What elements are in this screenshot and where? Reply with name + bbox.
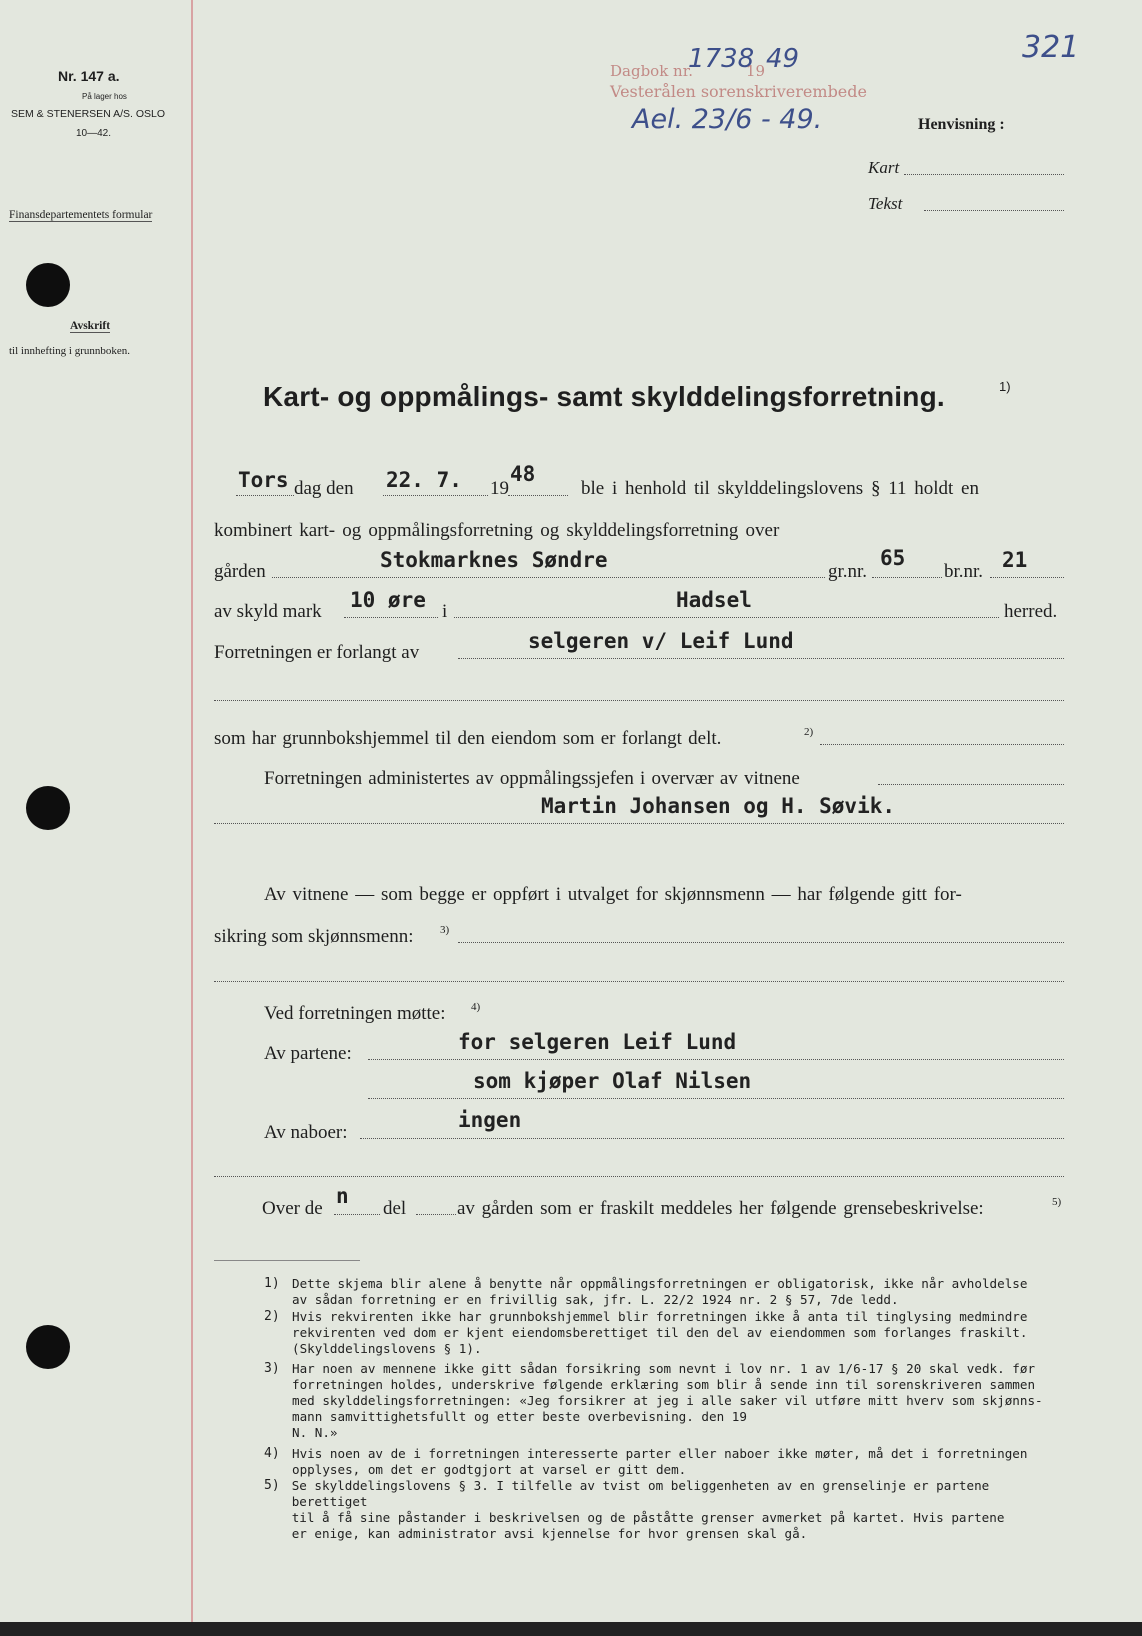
grnr-label: gr.nr.: [828, 561, 868, 582]
requested-label: Forretningen er forlangt av: [214, 642, 420, 663]
dagbok-number: 1738: [688, 44, 755, 74]
footnote-item: [264, 1446, 1064, 1478]
publisher-date: 10—42.: [76, 128, 112, 139]
dagbok-stamp: Dagbok nr.: [610, 62, 694, 80]
boundary-text: av gården som er fraskilt meddeles her følgende grensebeskrivelse:: [457, 1198, 984, 1219]
line1-text: ble i henhold til skylddelingslovens § 11 holdt en: [581, 478, 979, 499]
garden-label: gården: [214, 561, 266, 582]
boundary-footnote-ref: 5): [1052, 1196, 1062, 1208]
date: 22. 7.: [386, 468, 462, 492]
kart-label: Kart: [868, 158, 900, 177]
footnote-item: [264, 1361, 1064, 1441]
page-number: 321: [1022, 30, 1080, 65]
weekday: Tors: [238, 468, 289, 492]
footnote-text: Se skylddelingslovens § 3. I tilfelle av tvist om beliggenheten av en grenselinje er partene berettiget til å få sine påstander i beskrivelsen og de påståtte grenser avmerket på kartet. Hvis partene er enige, kan administrator avsi kjennelse for hvor grensen skal gå.: [291, 1478, 1005, 1541]
line2-text: kombinert kart- og oppmålingsforretning og skylddelingsforretning over: [214, 520, 780, 541]
document-title: Kart- og oppmålings- samt skylddelingsforretning.: [263, 381, 945, 412]
brnr-label: br.nr.: [944, 561, 984, 582]
neighbours: ingen: [458, 1108, 522, 1132]
dagbok-year: 49: [766, 44, 800, 74]
vitner-text-1: Av vitnene — som begge er oppført i utvalget for skjønnsmenn — har følgende gitt for-: [264, 884, 962, 905]
i-label: i: [442, 601, 448, 622]
publisher-name: SEM & STENERSEN A/S. OSLO: [11, 108, 166, 120]
farm-name: Stokmarknes Søndre: [380, 548, 608, 572]
skyld-label: av skyld mark: [214, 601, 322, 622]
neighbours-label: Av naboer:: [264, 1122, 348, 1143]
parties-label: Av partene:: [264, 1043, 352, 1064]
municipality: Hadsel: [676, 588, 752, 612]
requested-by: selgeren v/ Leif Lund: [528, 629, 794, 653]
punch-hole: [26, 786, 70, 830]
registered-note: Ael. 23/6 - 49.: [632, 104, 823, 135]
tekst-label: Tekst: [868, 194, 903, 213]
dagbok-year-prefix: 19: [746, 62, 766, 80]
copy-note: til innhefting i grunnboken.: [9, 345, 130, 357]
gr-nr: 65: [880, 546, 906, 570]
admin-text: Forretningen administertes av oppmålingssjefen i overvær av vitnene: [264, 768, 800, 789]
hjemmel-footnote-ref: 2): [804, 726, 814, 738]
footnote-text: Dette skjema blir alene å benytte når oppmålingsforretningen er obligatorisk, ikke når avholdelse av sådan forretning er en frivillig sak, jfr. L. 22/2 1924 nr. 2 § 57, 7de ledd.: [292, 1276, 1028, 1307]
publisher-line: På lager hos: [82, 92, 127, 101]
form-number: Nr. 147 a.: [58, 68, 120, 84]
met-footnote-ref: 4): [471, 1001, 481, 1013]
reference-label: Henvisning :: [918, 116, 1005, 133]
footnote-number: 2): [264, 1309, 280, 1324]
copy-label: Avskrift: [70, 320, 111, 332]
footnote-item: [264, 1478, 1064, 1542]
footnote-item: [264, 1309, 1064, 1357]
skyld-value: 10 øre: [350, 588, 426, 612]
party-buyer: som kjøper Olaf Nilsen: [473, 1069, 752, 1093]
footnote-number: 3): [264, 1361, 280, 1376]
footnote-text: Hvis noen av de i forretningen interesserte parter eller naboer ikke møter, må det i forretningen opplyses, om det er godtgjort at varsel er gitt dem.: [292, 1446, 1028, 1477]
br-nr: 21: [1002, 548, 1028, 572]
year: 48: [510, 462, 536, 486]
title-footnote-ref: 1): [999, 379, 1011, 394]
year-prefix: 19: [490, 478, 509, 499]
party-seller: for selgeren Leif Lund: [458, 1030, 737, 1054]
margin-line: [191, 0, 193, 1636]
footnote-text: Har noen av mennene ikke gitt sådan forsikring som nevnt i lov nr. 1 av 1/6-17 § 20 skal vedk. før forretningen holdes, underskrive følgende erklæring som blir å sende inn til sorenskriveren sammen med skylddelingsforretningen: «Jeg forsikrer at jeg i alle saker vil utføre mitt hverv som skjønns- mann samvittighetsfullt og etter beste overbevisning. den 19 N. N.»: [292, 1361, 1043, 1440]
footnote-number: 1): [264, 1276, 280, 1291]
over-label: Over de: [262, 1198, 323, 1219]
footnote-number: 4): [264, 1446, 280, 1461]
met-label: Ved forretningen møtte:: [264, 1003, 446, 1024]
del-label: del: [383, 1198, 407, 1219]
footnote-text: Hvis rekvirenten ikke har grunnbokshjemmel blir forretningen ikke å anta til tinglysing medmindre rekvirenten ved dom er kjent eiendomsberettiget til den del av eiendommen som forlanges fraskilt. (Skylddelingslovens § 1).: [292, 1309, 1028, 1356]
footnote-number: 5): [264, 1478, 280, 1493]
vitner-footnote-ref: 3): [440, 924, 450, 936]
scan-edge: [0, 1622, 1142, 1636]
punch-hole: [26, 263, 70, 307]
over-fill: n: [336, 1184, 349, 1208]
office-stamp: Vesterålen sorenskriverembede: [610, 82, 867, 101]
hjemmel-text: som har grunnbokshjemmel til den eiendom som er forlangt delt.: [214, 728, 722, 749]
ministry-label: Finansdepartementets formular: [9, 209, 153, 221]
footnote-item: [264, 1276, 1064, 1308]
herred-label: herred.: [1004, 601, 1058, 622]
dag-den-label: dag den: [294, 478, 354, 499]
punch-hole: [26, 1325, 70, 1369]
witnesses: Martin Johansen og H. Søvik.: [541, 794, 896, 818]
vitner-text-2: sikring som skjønnsmenn:: [214, 926, 414, 947]
